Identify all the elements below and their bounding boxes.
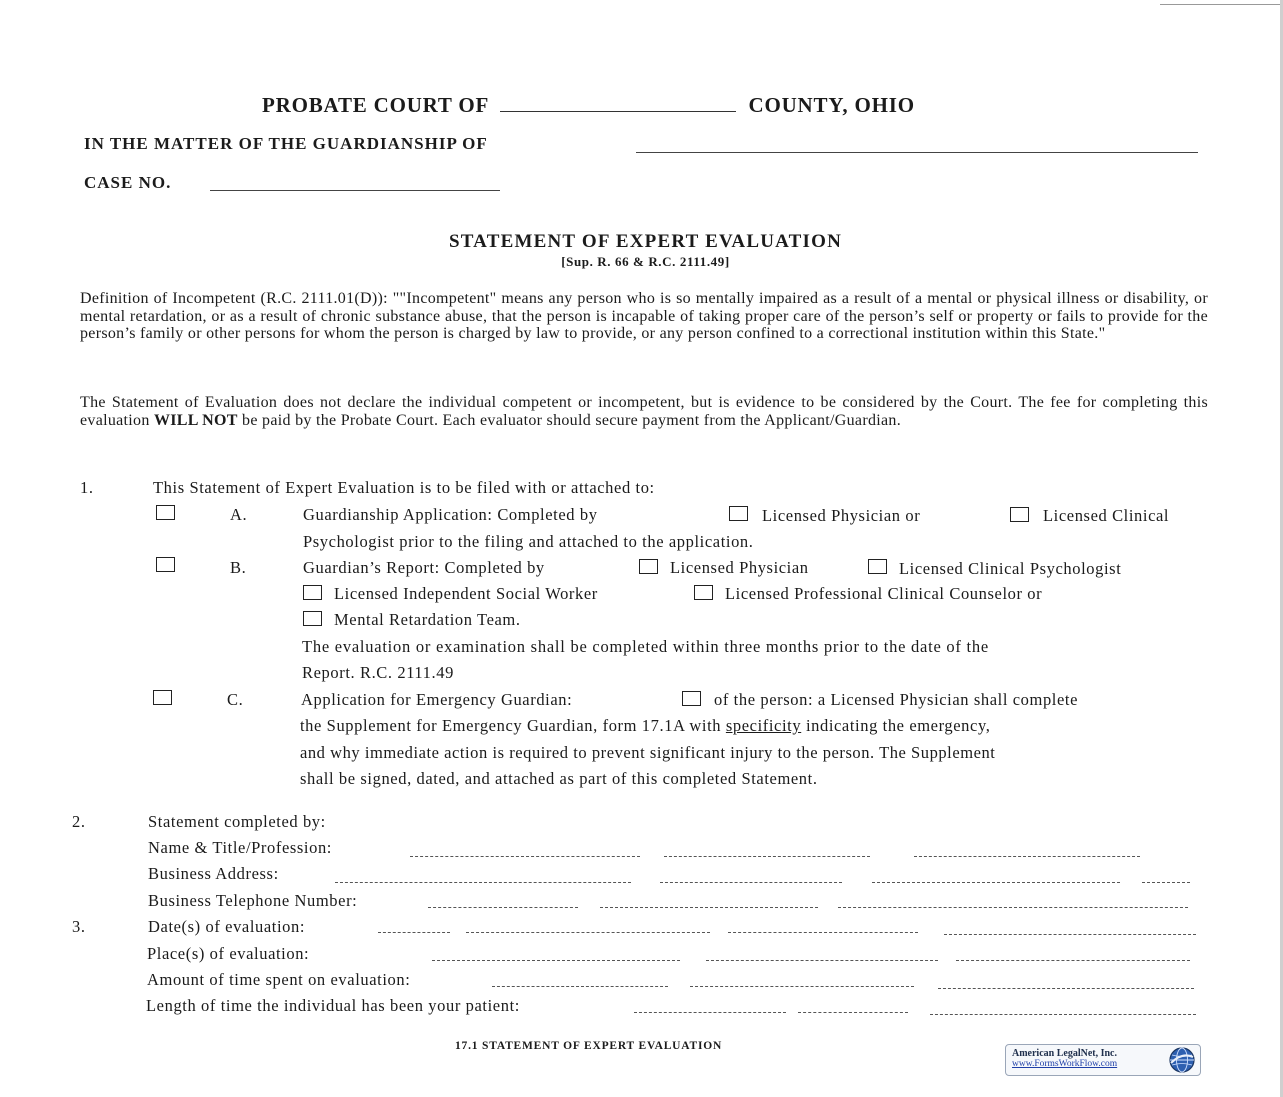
address-field-2[interactable] [660,882,842,883]
place-field-2[interactable] [706,960,938,961]
brand-url[interactable]: www.FormsWorkFlow.com [1012,1059,1118,1069]
dates-label: Date(s) of evaluation: [148,917,306,936]
brand-badge[interactable] [1005,1044,1201,1076]
c-line4: shall be signed, dated, and attached as part of this completed Statement. [300,769,818,788]
guardianship-name-field[interactable] [636,152,1198,153]
letter-a: A. [230,505,248,524]
length-field-2[interactable] [798,1012,908,1013]
place-field-3[interactable] [956,960,1190,961]
notice-bold: WILL NOT [153,411,238,429]
name-field-3[interactable] [914,856,1140,857]
business-phone-label: Business Telephone Number: [148,891,358,910]
dates-field-2[interactable] [466,932,710,933]
c-line2b: indicating the emergency, [805,716,991,735]
address-field-4[interactable] [1142,882,1190,883]
notice-part1: The Statement of Evaluation does not declare the individual competent or incompetent, but is evidence to be considered by the Court. The fee for completing this evaluation [80,394,1208,429]
dates-field-4[interactable] [944,934,1196,935]
address-field-3[interactable] [872,882,1120,883]
a-opt1: Licensed Physician or [762,506,921,525]
c-line1a: Application for Emergency Guardian: [301,690,573,709]
b-opt3: Licensed Independent Social Worker [334,584,598,603]
b-line1: Guardian’s Report: Completed by [303,558,545,577]
globe-icon [1168,1046,1196,1074]
place-field-1[interactable] [432,960,680,961]
section2-number: 2. [72,812,86,831]
notice-paragraph [80,394,1208,429]
case-number-field[interactable] [210,190,500,191]
a-line1: Guardianship Application: Completed by [303,505,598,524]
c-line1b: of the person: a Licensed Physician shall complete [714,690,1079,709]
notice-part2: be paid by the Probate Court. Each evaluator should secure payment from the Applicant/Guardian. [242,411,902,429]
phone-field-3[interactable] [838,907,1188,908]
phone-field-1[interactable] [428,907,578,908]
form-subtitle: [Sup. R. 66 & R.C. 2111.49] [561,254,730,269]
checkbox-b-social-worker[interactable] [303,585,322,600]
time-field-3[interactable] [938,988,1194,989]
brand-name: American LegalNet, Inc. [1012,1048,1117,1059]
c-line3: and why immediate action is required to prevent significant injury to the person. The Supplement [300,743,996,762]
county-field[interactable] [500,110,736,112]
matter-row [84,134,488,154]
c-line2-underlined: specificity [725,716,802,735]
checkbox-b-psychologist[interactable] [868,559,887,574]
business-address-label: Business Address: [148,864,279,883]
scan-mark-top [1160,0,1280,5]
dates-field-3[interactable] [728,932,918,933]
length-field-3[interactable] [930,1014,1196,1015]
checkbox-c-of-person[interactable] [682,691,701,706]
section2-intro: Statement completed by: [148,812,326,831]
time-spent-label: Amount of time spent on evaluation: [147,970,411,989]
b-opt1: Licensed Physician [670,558,809,577]
name-field-2[interactable] [664,856,870,857]
footer-form-title: 17.1 STATEMENT OF EXPERT EVALUATION [455,1040,723,1052]
c-line2 [300,716,990,736]
court-header [262,93,915,118]
section3-number: 3. [72,917,86,936]
time-field-2[interactable] [690,986,914,987]
c-line2a: the Supplement for Emergency Guardian, form 17.1A with [300,716,722,735]
checkbox-b-counselor[interactable] [694,585,713,600]
checkbox-section-c[interactable] [153,690,172,705]
b-note1: The evaluation or examination shall be completed within three months prior to the date of the [302,637,989,656]
a-opt2: Licensed Clinical [1043,506,1170,525]
checkbox-b-mr-team[interactable] [303,611,322,626]
b-opt5: Mental Retardation Team. [334,610,521,629]
name-field-1[interactable] [410,856,640,857]
section1-number: 1. [80,478,94,497]
letter-c: C. [227,690,244,709]
case-row [84,173,171,193]
name-title-label: Name & Title/Profession: [148,838,332,857]
b-opt2: Licensed Clinical Psychologist [899,559,1122,578]
place-label: Place(s) of evaluation: [147,944,310,963]
case-label: CASE NO. [84,173,172,192]
checkbox-a-physician[interactable] [729,506,748,521]
b-note2: Report. R.C. 2111.49 [302,663,454,682]
checkbox-section-b[interactable] [156,557,175,572]
checkbox-a-psychologist[interactable] [1010,507,1029,522]
dates-field-1[interactable] [378,932,450,933]
letter-b: B. [230,558,247,577]
length-field-1[interactable] [634,1012,786,1013]
length-patient-label: Length of time the individual has been your patient: [146,996,520,1015]
checkbox-b-physician[interactable] [639,559,658,574]
phone-field-2[interactable] [600,907,818,908]
checkbox-section-a[interactable] [156,505,175,520]
b-opt4: Licensed Professional Clinical Counselor or [725,584,1043,603]
matter-label: IN THE MATTER OF THE GUARDIANSHIP OF [84,134,488,153]
a-line2: Psychologist prior to the filing and attached to the application. [303,532,754,551]
section1-intro: This Statement of Expert Evaluation is to be filed with or attached to: [153,478,655,497]
address-field-1[interactable] [335,882,631,883]
court-suffix: COUNTY, OHIO [748,93,915,117]
definition-paragraph: Definition of Incompetent (R.C. 2111.01(D)): ""Incompetent" means any person who is so mentally impaired as a result of a mental or physical illness or disability, or mental retardation, or as a result of chronic substance abuse, that the person is incapable of taking proper care of the person’s self or property or fails to provide for the person’s family or other persons for whom the person is charged by law to provide, or any person confined to a correctional institution within this State." [80,290,1208,342]
court-prefix: PROBATE COURT OF [262,93,489,117]
time-field-1[interactable] [492,986,668,987]
form-title: STATEMENT OF EXPERT EVALUATION [448,231,843,252]
